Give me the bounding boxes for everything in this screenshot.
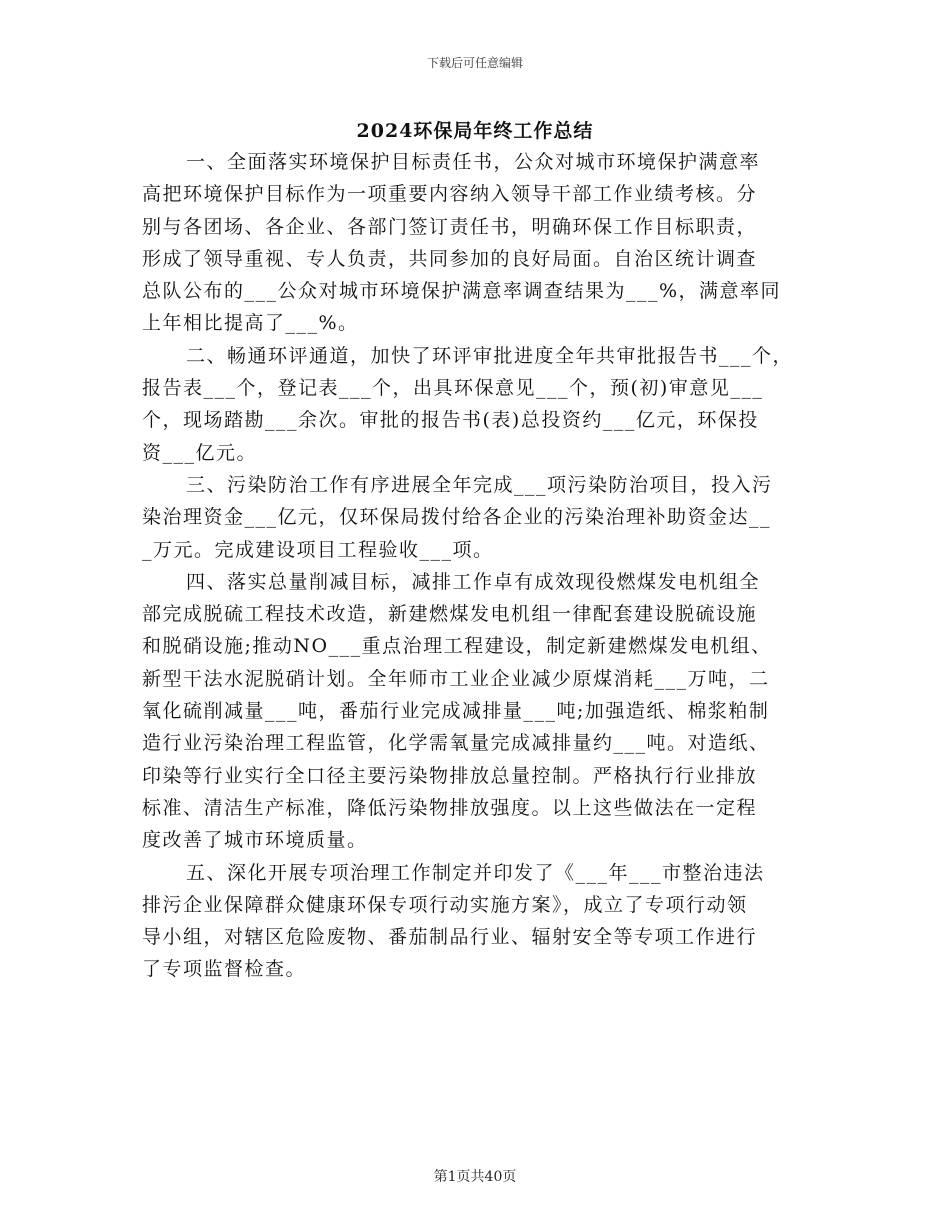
document-body	[142, 146, 822, 986]
text-line: 上年相比提高了___%。	[142, 312, 359, 335]
text-line: 二、畅通环评通道，加快了环评审批进度全年共审批报告书___个，	[186, 344, 794, 367]
text-line: 部完成脱硫工程技术改造，新建燃煤发电机组一律配套建设脱硫设施	[142, 603, 758, 626]
text-line: 导小组，对辖区危险废物、番茄制品行业、辐射安全等专项工作进行	[142, 926, 758, 949]
header-note: 下载后可任意编辑	[426, 56, 523, 70]
text-line: 报告表___个，登记表___个，出具环保意见___个，预(初)审意见___	[142, 377, 764, 400]
page-number: 第1页共40页	[433, 1169, 517, 1185]
text-line: 和脱硝设施;推动NO___重点治理工程建设，制定新建燃煤发电机组、	[142, 635, 772, 658]
text-line: 总队公布的___公众对城市环境保护满意率调查结果为___%，满意率同	[142, 280, 782, 303]
text-line: 度改善了城市环境质量。	[142, 829, 368, 852]
text-line: 新型干法水泥脱硝计划。全年师市工业企业减少原煤消耗___万吨，二	[142, 667, 770, 690]
text-line: 氧化硫削减量___吨，番茄行业完成减排量___吨;加强造纸、棉浆粕制	[142, 700, 770, 723]
text-line: 资___亿元。	[142, 441, 258, 464]
text-line: 四、落实总量削减目标，减排工作卓有成效现役燃煤发电机组全	[186, 570, 761, 593]
text-line: 印染等行业实行全口径主要污染物排放总量控制。严格执行行业排放	[142, 764, 758, 787]
text-line: 一、全面落实环境保护目标责任书，公众对城市环境保护满意率	[186, 151, 761, 173]
text-line: 三、污染防治工作有序进展全年完成___项污染防治项目，投入污	[186, 473, 773, 496]
text-line: 别与各团场、各企业、各部门签订责任书，明确环保工作目标职责，	[142, 215, 758, 238]
text-line: 形成了领导重视、专人负责，共同参加的良好局面。自治区统计调查	[142, 247, 758, 270]
text-line: 了专项监督检查。	[142, 958, 307, 981]
text-line: _万元。完成建设项目工程验收___项。	[142, 538, 494, 561]
text-line: 排污企业保障群众健康环保专项行动实施方案》，成立了专项行动领	[142, 893, 748, 916]
document-title: 2024环保局年终工作总结	[356, 120, 594, 142]
text-line: 高把环境保护目标作为一项重要内容纳入领导干部工作业绩考核。分	[142, 183, 758, 206]
text-line: 个，现场踏勘___余次。审批的报告书(表)总投资约___亿元，环保投	[142, 409, 759, 432]
text-line: 标准、清洁生产标准，降低污染物排放强度。以上这些做法在一定程	[142, 796, 758, 819]
text-line: 染治理资金___亿元，仅环保局拨付给各企业的污染治理补助资金达__	[142, 506, 772, 529]
text-line: 五、深化开展专项治理工作制定并印发了《___年___市整治违法	[186, 861, 765, 884]
text-line: 造行业污染治理工程监管，化学需氧量完成减排量约___吨。对造纸、	[142, 732, 770, 755]
